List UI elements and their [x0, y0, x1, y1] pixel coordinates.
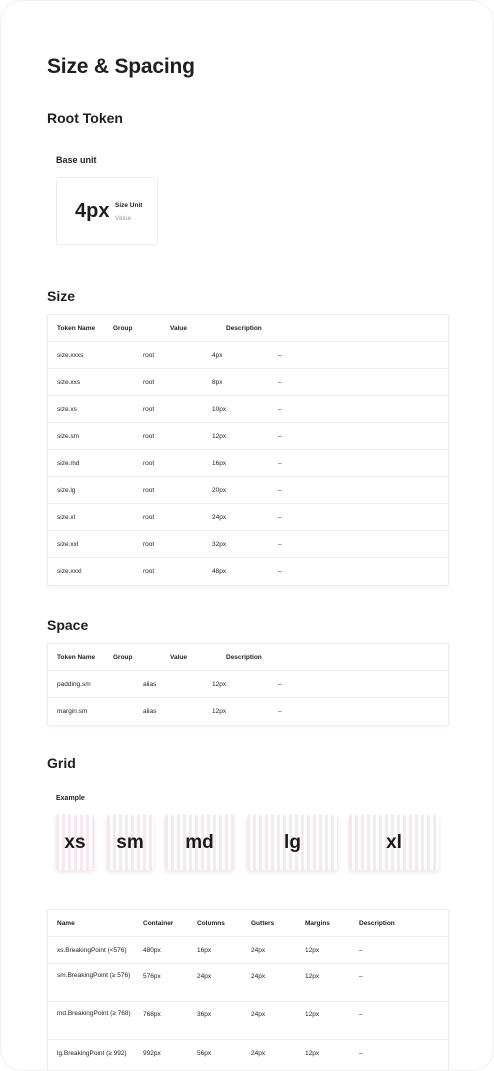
cell-value: 8px: [212, 379, 223, 386]
cell-desc: –: [359, 1050, 363, 1057]
cell-name: size.xxxs: [57, 352, 84, 359]
cell-name: padding.sm: [57, 681, 91, 688]
cell-desc: –: [278, 541, 282, 548]
cell-value: 16px: [212, 460, 227, 467]
table-header: [48, 644, 448, 671]
table-header: [48, 910, 448, 937]
cell-name: md.BreakingPoint (≥ 768): [57, 1010, 131, 1017]
table-row: [48, 698, 448, 725]
cell-name: size.sm: [57, 433, 80, 440]
table-row: [48, 477, 448, 504]
cell-value: 48px: [212, 568, 227, 575]
col-container: Container: [143, 920, 174, 927]
cell-gutters: 24px: [251, 1011, 266, 1018]
cell-columns: 16px: [197, 947, 212, 954]
cell-columns: 24px: [197, 973, 212, 980]
cell-container: 480px: [143, 947, 161, 954]
cell-value: 12px: [212, 708, 227, 715]
cell-name: size.md: [57, 460, 80, 467]
col-columns: Columns: [197, 920, 225, 927]
size-table: [47, 314, 449, 586]
cell-desc: –: [278, 568, 282, 575]
cell-desc: –: [359, 1011, 363, 1018]
cell-desc: –: [359, 973, 363, 980]
table-row: [48, 369, 448, 396]
table-row: [48, 937, 448, 964]
cell-group: root: [143, 433, 155, 440]
cell-value: 10px: [212, 406, 227, 413]
table-row: [48, 450, 448, 477]
page-title: Size & Spacing: [47, 55, 195, 78]
col-group: Group: [113, 325, 133, 332]
grid-table: [47, 909, 449, 1071]
grid-example-label-xs: xs: [64, 831, 86, 853]
col-description: Description: [226, 325, 262, 332]
col-value: Value: [170, 654, 187, 661]
cell-desc: –: [278, 487, 282, 494]
cell-margins: 12px: [305, 947, 320, 954]
cell-name: xs.BreakingPoint (<576): [57, 947, 127, 954]
cell-group: root: [143, 487, 155, 494]
table-row: [48, 504, 448, 531]
grid-example-md: [165, 815, 234, 870]
col-group: Group: [113, 654, 133, 661]
col-gutters: Gutters: [251, 920, 275, 927]
col-description: Description: [226, 654, 262, 661]
cell-group: root: [143, 460, 155, 467]
table-row: [48, 396, 448, 423]
cell-name: size.lg: [57, 487, 76, 494]
size-heading: Size: [47, 288, 76, 304]
space-table: [47, 643, 449, 726]
table-row: [48, 531, 448, 558]
col-margins: Margins: [305, 920, 330, 927]
cell-value: 4px: [212, 352, 223, 359]
cell-name: size.xs: [57, 406, 77, 413]
grid-example-sm: [107, 815, 153, 870]
cell-desc: –: [278, 352, 282, 359]
cell-value: 24px: [212, 514, 227, 521]
table-row: [48, 1002, 448, 1040]
cell-group: root: [143, 352, 155, 359]
table-row: [48, 342, 448, 369]
cell-group: root: [143, 568, 155, 575]
grid-example-xs: [56, 815, 94, 870]
cell-name: size.xxl: [57, 541, 79, 548]
col-token-name: Token Name: [57, 325, 96, 332]
grid-example-xl: [349, 815, 439, 870]
grid-example-label-md: md: [185, 831, 214, 853]
cell-name: lg.BreakingPoint (≥ 992): [57, 1050, 127, 1057]
col-value: Value: [170, 325, 187, 332]
cell-desc: –: [278, 379, 282, 386]
cell-gutters: 24px: [251, 1050, 266, 1057]
base-unit-card: [56, 177, 158, 245]
grid-example-label: Example: [56, 795, 85, 802]
col-description: Description: [359, 920, 395, 927]
table-row: [48, 964, 448, 1002]
cell-group: alias: [143, 681, 157, 688]
base-unit-label: Size Unit: [115, 202, 143, 209]
space-heading: Space: [47, 617, 89, 633]
cell-desc: –: [278, 406, 282, 413]
cell-gutters: 24px: [251, 947, 266, 954]
cell-value: 12px: [212, 681, 227, 688]
root-token-heading: Root Token: [47, 110, 123, 126]
cell-group: root: [143, 406, 155, 413]
cell-desc: –: [278, 433, 282, 440]
cell-gutters: 24px: [251, 973, 266, 980]
table-row: [48, 558, 448, 585]
cell-desc: –: [359, 947, 363, 954]
grid-example-label-lg: lg: [284, 831, 301, 853]
cell-desc: –: [278, 460, 282, 467]
cell-desc: –: [278, 514, 282, 521]
cell-value: 32px: [212, 541, 227, 548]
cell-margins: 12px: [305, 1011, 320, 1018]
cell-desc: –: [278, 708, 282, 715]
cell-desc: –: [278, 681, 282, 688]
cell-value: 12px: [212, 433, 227, 440]
cell-name: size.xxs: [57, 379, 81, 386]
cell-name: size.xxxl: [57, 568, 82, 575]
cell-margins: 12px: [305, 973, 320, 980]
cell-group: alias: [143, 708, 157, 715]
cell-columns: 56px: [197, 1050, 212, 1057]
cell-name: size.xl: [57, 514, 76, 521]
base-unit-sublabel: Value: [115, 215, 132, 222]
grid-example-label-xl: xl: [386, 831, 402, 853]
cell-group: root: [143, 379, 155, 386]
table-row: [48, 423, 448, 450]
cell-name: margin.sm: [57, 708, 88, 715]
cell-container: 768px: [143, 1011, 161, 1018]
col-name: Name: [57, 920, 75, 927]
cell-group: root: [143, 541, 155, 548]
cell-columns: 36px: [197, 1011, 212, 1018]
table-row: [48, 1040, 448, 1071]
grid-example-lg: [247, 815, 338, 870]
cell-value: 20px: [212, 487, 227, 494]
table-row: [48, 671, 448, 698]
cell-name: sm.BreakingPoint (≥ 576): [57, 972, 131, 979]
cell-container: 576px: [143, 973, 161, 980]
table-header: [48, 315, 448, 342]
cell-group: root: [143, 514, 155, 521]
grid-heading: Grid: [47, 755, 76, 771]
cell-container: 992px: [143, 1050, 161, 1057]
cell-margins: 12px: [305, 1050, 320, 1057]
grid-example-label-sm: sm: [116, 831, 144, 853]
base-unit-subheading: Base unit: [56, 155, 97, 165]
col-token-name: Token Name: [57, 654, 96, 661]
base-unit-value: 4px: [75, 200, 110, 222]
